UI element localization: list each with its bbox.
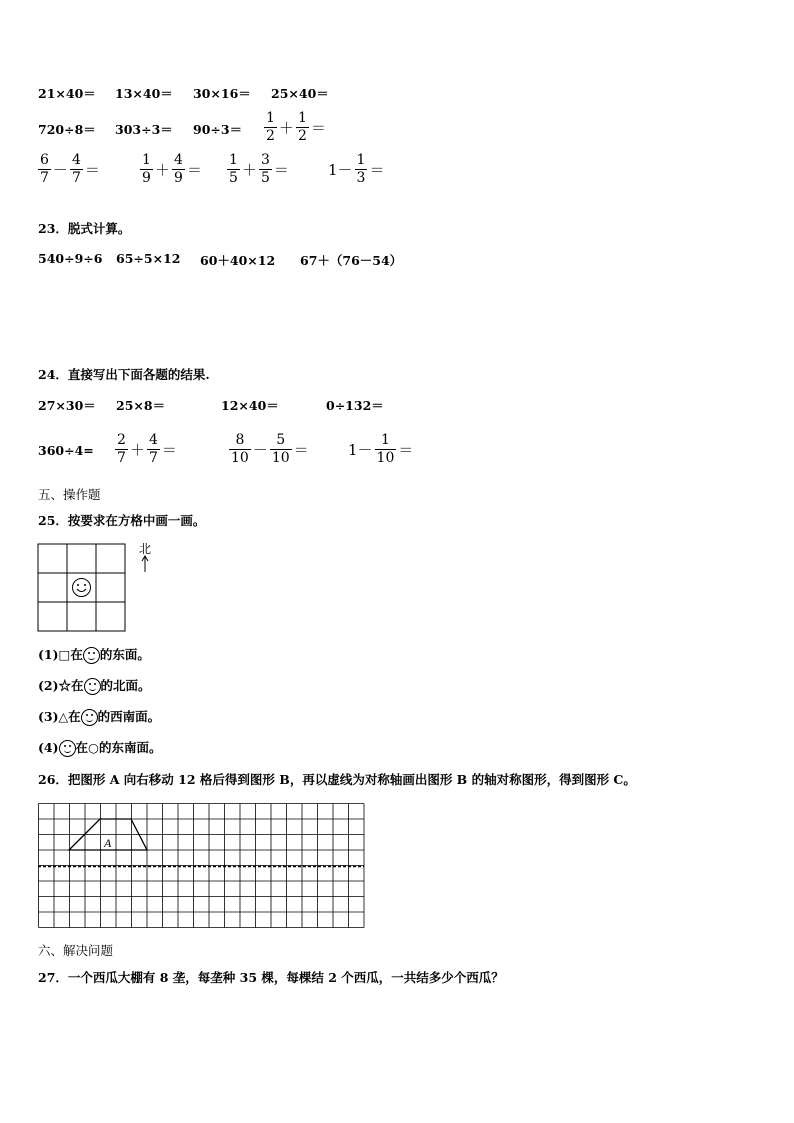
oral-item: 0÷132＝ (326, 398, 384, 413)
question-title: 24．直接写出下面各题的结果. (38, 367, 210, 382)
oral-item: 12×40＝ (221, 398, 279, 413)
calc-item: 65÷5×12 (116, 251, 181, 266)
question-title: 23．脱式计算。 (38, 221, 131, 236)
smiley-face-icon (73, 579, 91, 597)
oral-item: 30×16＝ (193, 86, 251, 101)
fraction-expression: $\frac{1}{2}$ ＋ $\frac{1}{2}$ ＝ (266, 110, 326, 144)
fraction-expression: $\frac{1}{5}$ ＋ $\frac{3}{5}$ ＝ (229, 152, 289, 186)
oral-item: 303÷3＝ (115, 122, 173, 137)
oral-item: 90÷3＝ (193, 122, 243, 137)
smiley-face-icon (83, 647, 100, 664)
q25-item: (3)△在 的西南面。 (38, 709, 161, 724)
fraction-expression: $\frac{2}{7}$ ＋ $\frac{4}{7}$ ＝ (117, 432, 177, 466)
oral-item: 25×40＝ (271, 86, 329, 101)
fraction-expression: $\frac{8}{10}$ － $\frac{5}{10}$ ＝ (231, 432, 309, 466)
fraction-expression: 1－ $\frac{1}{10}$ ＝ (348, 432, 414, 466)
oral-item: 27×30＝ (38, 398, 96, 413)
oral-item: 21×40＝ (38, 86, 96, 101)
question-title: 25．按要求在方格中画一画。 (38, 513, 206, 528)
smiley-face-icon (81, 709, 98, 726)
fraction-expression: $\frac{6}{7}$ － $\frac{4}{7}$ ＝ (40, 152, 100, 186)
north-arrow-icon (140, 555, 150, 573)
section-title: 六、解决问题 (38, 943, 114, 958)
direction-grid (37, 543, 127, 632)
smiley-face-icon (59, 740, 76, 757)
q25-item: (4) 在○的东南面。 (38, 740, 162, 755)
oral-item: 360÷4= (38, 443, 94, 458)
oral-item: 25×8＝ (116, 398, 166, 413)
oral-item: 13×40＝ (115, 86, 173, 101)
fraction-expression: $\frac{1}{9}$ ＋ $\frac{4}{9}$ ＝ (142, 152, 202, 186)
question-title: 26．把图形 A 向右移动 12 格后得到图形 B，再以虚线为对称轴画出图形 B 的轴对称图形，得到图形 C。 (38, 772, 636, 787)
q25-item: (1)□在 的东面。 (38, 647, 150, 662)
question-title: 27．一个西瓜大棚有 8 垄，每垄种 35 棵，每棵结 2 个西瓜，一共结多少个西瓜？ (38, 970, 504, 985)
q25-item: (2)☆在 的北面。 (38, 678, 151, 693)
smiley-face-icon (84, 678, 101, 695)
fraction-expression: 1－ $\frac{1}{3}$ ＝ (328, 152, 385, 186)
calc-item: 540÷9÷6 (38, 251, 103, 266)
calc-item: 67＋（76－54） (300, 253, 403, 268)
north-label: 北 (139, 542, 152, 556)
oral-item: 720÷8＝ (38, 122, 96, 137)
shape-a-label: A (104, 836, 112, 850)
calc-item: 60＋40×12 (200, 253, 276, 268)
translation-grid (38, 803, 368, 930)
section-title: 五、操作题 (38, 487, 101, 502)
